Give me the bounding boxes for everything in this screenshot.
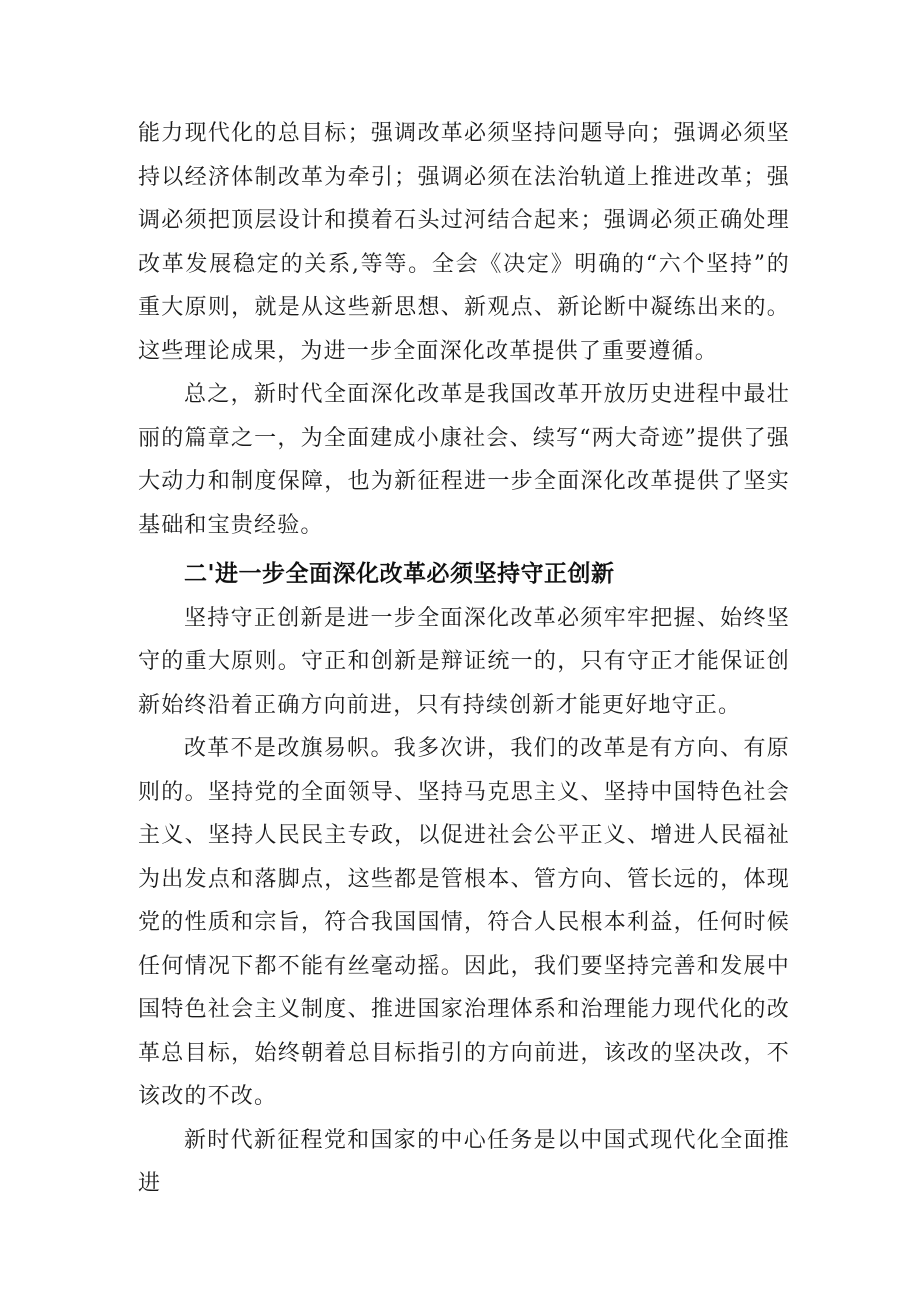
- paragraph-4: 改革不是改旗易帜。我多次讲，我们的改革是有方向、有原则的。坚持党的全面领导、坚持马克思主义、坚持中国特色社会主义、坚持人民民主专政，以促进社会公平正义、增进人民福祉为出发点和落脚点，这些都是管根本、管方向、管长远的，体现党的性质和宗旨，符合我国国情，符合人民根本利益，任何时候任何情况下都不能有丝毫动摇。因此，我们要坚持完善和发展中国特色社会主义制度、推进国家治理体系和治理能力现代化的改革总目标，始终朝着总目标指引的方向前进，该改的坚决改，不该改的不改。: [138, 736, 790, 1109]
- paragraph-1: 能力现代化的总目标；强调改革必须坚持问题导向；强调必须坚持以经济体制改革为牵引；强调必须在法治轨道上推进改革；强调必须把顶层设计和摸着石头过河结合起来；强调必须正确处理改革发展稳定的关系,等等。全会《决定》明确的“六个坚持”的重大原则，就是从这些新思想、新观点、新论断中凝练出来的。这些理论成果，为进一步全面深化改革提供了重要遵循。: [138, 121, 790, 364]
- paragraph-5: 新时代新征程党和国家的中心任务是以中国式现代化全面推进: [138, 1127, 790, 1196]
- paragraph-3: 坚持守正创新是进一步全面深化改革必须牢牢把握、始终坚守的重大原则。守正和创新是辩证统一的，只有守正才能保证创新始终沿着正确方向前进，只有持续创新才能更好地守正。: [138, 605, 790, 718]
- document-body: [138, 112, 790, 1206]
- section-heading: 二'进一步全面深化改革必须坚持守正创新: [184, 561, 615, 587]
- paragraph-2: 总之，新时代全面深化改革是我国改革开放历史进程中最壮丽的篇章之一，为全面建成小康社会、续写“两大奇迹”提供了强大动力和制度保障，也为新征程进一步全面深化改革提供了坚实基础和宝贵经验。: [138, 382, 790, 538]
